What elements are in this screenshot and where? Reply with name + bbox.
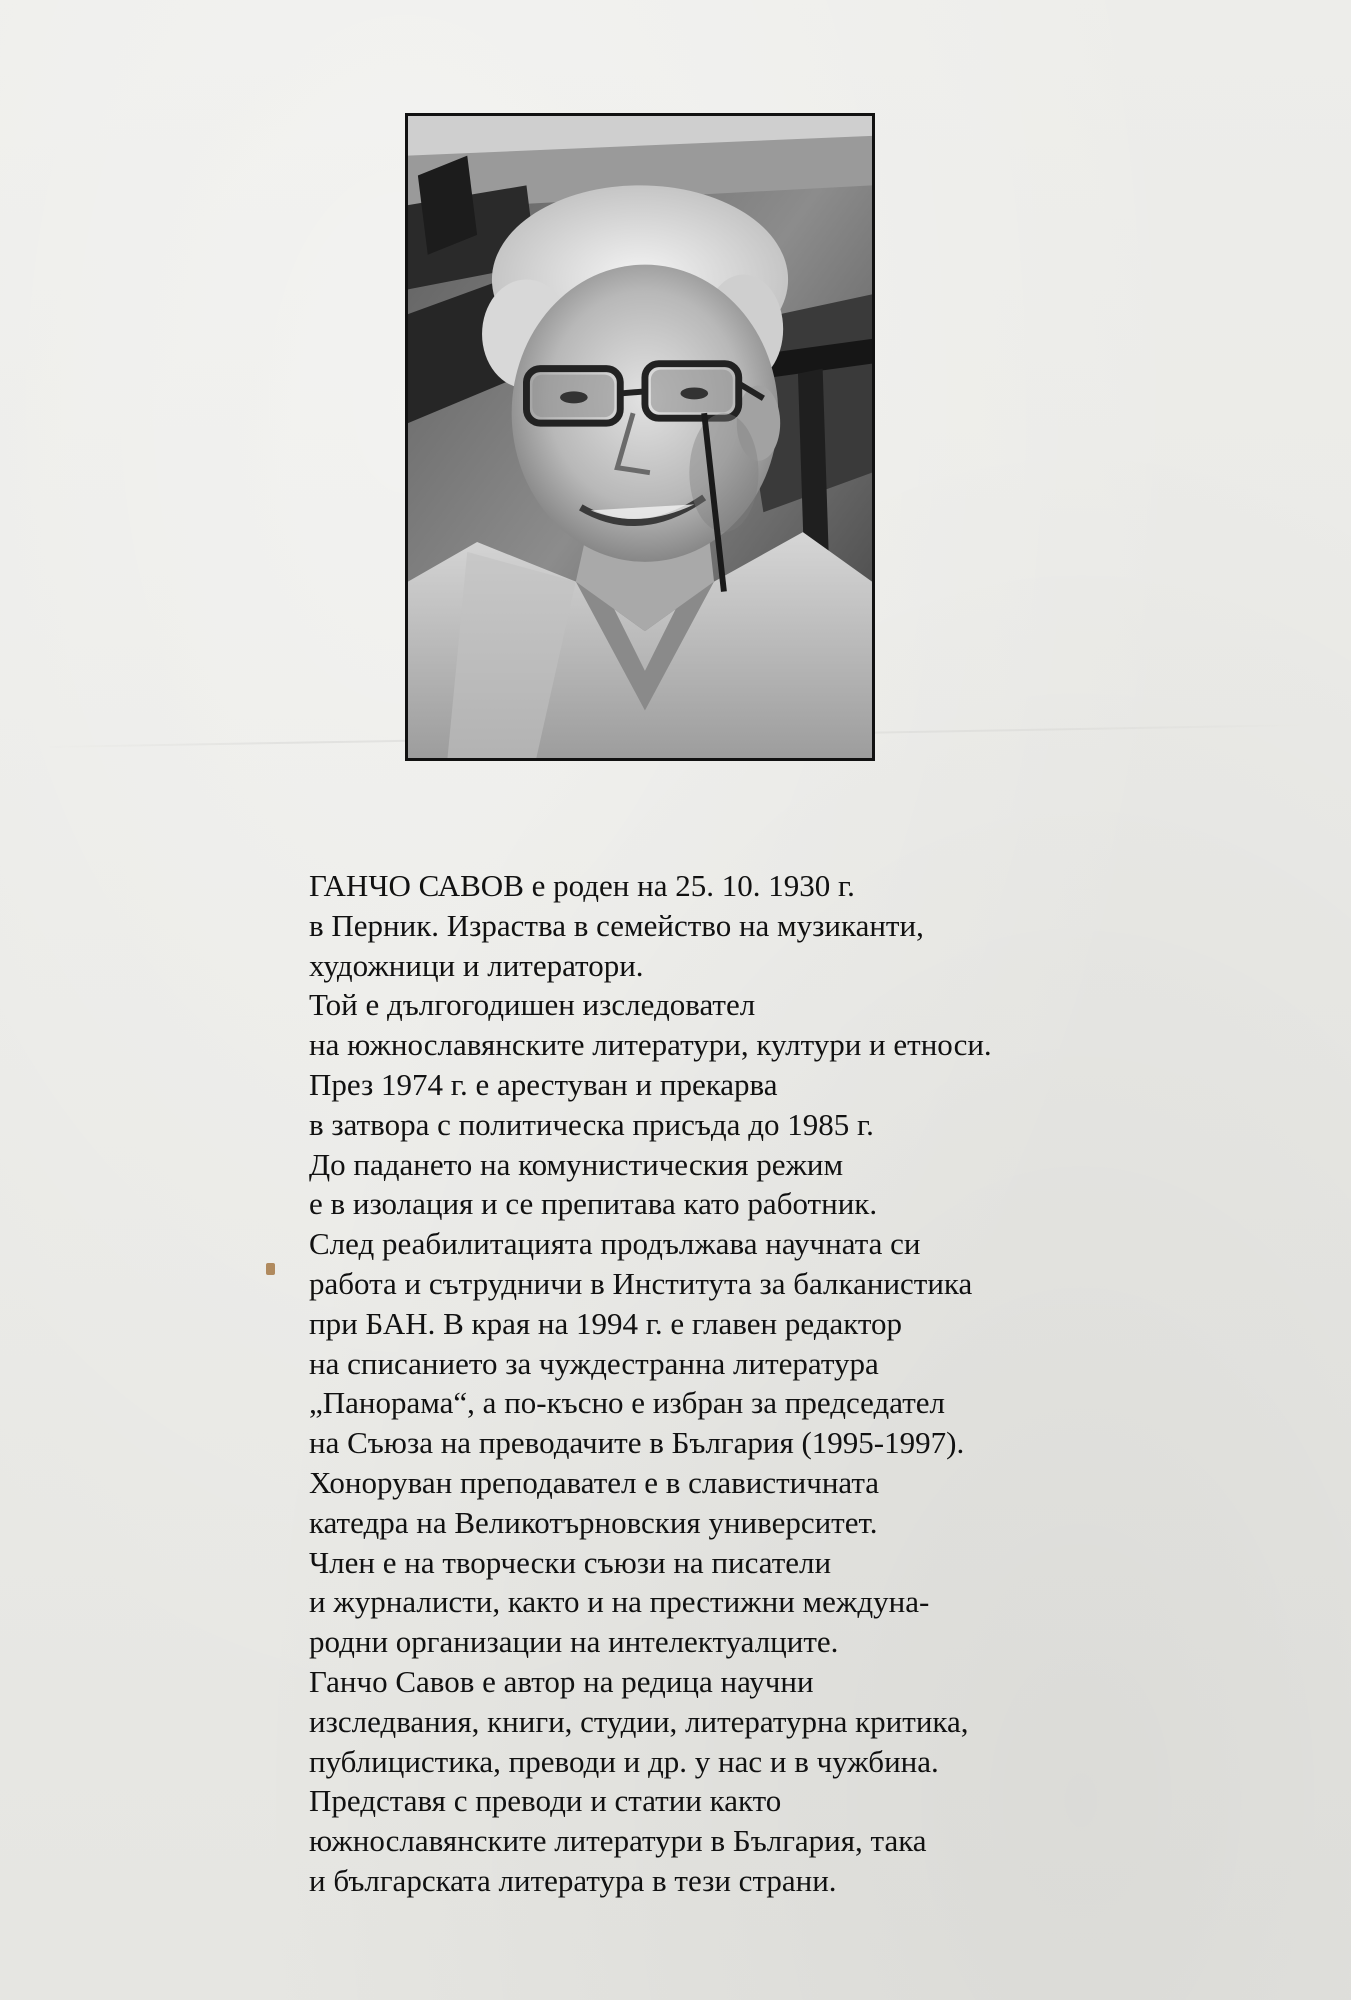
bio-line: След реабилитацията продължава научната си: [309, 1226, 921, 1262]
portrait-image: [408, 116, 872, 758]
bio-line: ГАНЧО САВОВ е роден на 25. 10. 1930 г.: [309, 868, 855, 903]
bio-line: работа и сътрудничи в Института за балканистика: [309, 1265, 973, 1301]
bio-line: е в изолация и се препитава като работник.: [309, 1186, 878, 1222]
bio-line: родни организации на интелектуалците.: [309, 1624, 839, 1660]
bio-line: До падането на комунистическия режим: [309, 1146, 844, 1182]
bio-line: Ганчо Савов е автор на редица научни: [309, 1663, 814, 1699]
author-portrait-photo: [405, 113, 875, 761]
bio-line: „Панорама“, а по-късно е избран за председател: [309, 1385, 945, 1421]
author-biography: [309, 866, 1209, 1901]
bio-line: Хоноруван преподавател е в славистичната: [309, 1464, 880, 1500]
bio-line: в Перник. Израства в семейство на музиканти,: [309, 907, 924, 943]
bio-line: южнославянските литератури в България, така: [309, 1823, 927, 1859]
bio-line: в затвора с политическа присъда до 1985 г.: [309, 1106, 874, 1142]
bio-line: публицистика, преводи и др. у нас и в чужбина.: [309, 1743, 939, 1779]
bio-line: изследвания, книги, студии, литературна критика,: [309, 1703, 969, 1739]
bio-line: Член е на творчески съюзи на писатели: [309, 1544, 832, 1580]
bio-line: художници и литератори.: [309, 947, 644, 983]
bio-line: Той е дългогодишен изследовател: [309, 987, 756, 1023]
bio-line: при БАН. В края на 1994 г. е главен редактор: [309, 1305, 903, 1341]
paper-speck: [266, 1263, 275, 1275]
bio-line: на Съюза на преводачите в България (1995-1997).: [309, 1425, 965, 1461]
bio-line: Представя с преводи и статии както: [309, 1783, 782, 1819]
bio-line: на южнославянските литератури, култури и етноси.: [309, 1027, 992, 1063]
bio-line: на списанието за чуждестранна литература: [309, 1345, 879, 1381]
bio-line: През 1974 г. е арестуван и прекарва: [309, 1066, 778, 1102]
bio-line: катедра на Великотърновския университет.: [309, 1504, 878, 1540]
bio-line: и журналисти, както и на престижни междуна-: [309, 1584, 930, 1620]
bio-line: и българската литература в тези страни.: [309, 1862, 837, 1898]
